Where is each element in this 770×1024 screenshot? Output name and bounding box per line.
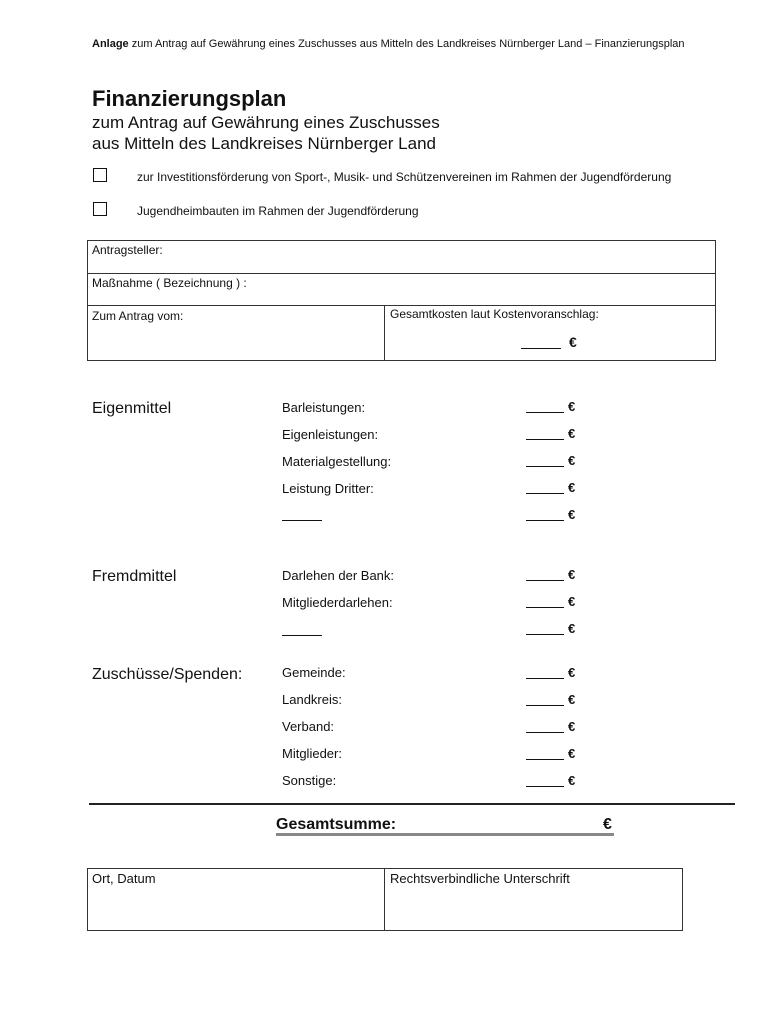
- amount-blank[interactable]: [526, 466, 564, 467]
- item-bank-loan: Darlehen der Bank:: [282, 568, 395, 583]
- total-label: Gesamtsumme:: [276, 816, 397, 833]
- place-date-field[interactable]: [87, 868, 385, 931]
- amount-blank[interactable]: [526, 493, 564, 494]
- item-third-party: Leistung Dritter:: [282, 481, 374, 496]
- euro-sign: €: [568, 507, 576, 522]
- item-materials: Materialgestellung:: [282, 454, 392, 469]
- foreign-extra-blank[interactable]: [282, 635, 322, 636]
- amount-blank[interactable]: [526, 759, 564, 760]
- subtitle-line-1: zum Antrag auf Gewährung eines Zuschusses: [92, 113, 440, 132]
- euro-sign: €: [568, 692, 576, 707]
- measure-label: Maßnahme ( Bezeichnung ) :: [92, 276, 247, 290]
- total-cost-label: Gesamtkosten laut Kostenvoranschlag:: [390, 307, 599, 321]
- divider-line: [89, 803, 735, 805]
- application-date-field[interactable]: [87, 305, 385, 361]
- item-own-work: Eigenleistungen:: [282, 427, 379, 442]
- header-text: zum Antrag auf Gewährung eines Zuschusses aus Mitteln des Landkreises Nürnberger Land – Finanzierungsplan: [128, 38, 685, 50]
- signature-label: Rechtsverbindliche Unterschrift: [390, 871, 570, 886]
- amount-blank[interactable]: [526, 634, 564, 635]
- euro-sign: €: [568, 480, 576, 495]
- total-cost-euro: €: [569, 334, 577, 350]
- euro-sign: €: [568, 453, 576, 468]
- section-own-funds: Eigenmittel: [92, 400, 172, 417]
- amount-blank[interactable]: [526, 520, 564, 521]
- euro-sign: €: [568, 773, 576, 788]
- place-date-label: Ort, Datum: [92, 871, 156, 886]
- page-title: Finanzierungsplan: [92, 86, 287, 111]
- amount-blank[interactable]: [526, 439, 564, 440]
- item-association: Verband:: [282, 719, 335, 734]
- amount-blank[interactable]: [526, 705, 564, 706]
- euro-sign: €: [568, 665, 576, 680]
- checkbox-investment[interactable]: [93, 168, 107, 182]
- amount-blank[interactable]: [526, 732, 564, 733]
- own-extra-blank[interactable]: [282, 520, 322, 521]
- signature-field[interactable]: [384, 868, 683, 931]
- section-grants: Zuschüsse/Spenden:: [92, 666, 243, 683]
- amount-blank[interactable]: [526, 786, 564, 787]
- item-members: Mitglieder:: [282, 746, 342, 761]
- item-municipality: Gemeinde:: [282, 665, 346, 680]
- page-header: [92, 38, 685, 50]
- euro-sign: €: [568, 567, 576, 582]
- subtitle-line-2: aus Mitteln des Landkreises Nürnberger Land: [92, 134, 436, 153]
- total-euro: €: [603, 816, 612, 833]
- item-cash: Barleistungen:: [282, 400, 366, 415]
- euro-sign: €: [568, 746, 576, 761]
- checkbox-youth-building[interactable]: [93, 202, 107, 216]
- amount-blank[interactable]: [526, 580, 564, 581]
- euro-sign: €: [568, 426, 576, 441]
- header-bold: Anlage: [92, 38, 129, 50]
- total-cost-field[interactable]: [384, 305, 716, 361]
- item-member-loan: Mitgliederdarlehen:: [282, 595, 393, 610]
- amount-blank[interactable]: [526, 607, 564, 608]
- applicant-field[interactable]: [87, 240, 716, 274]
- checkbox-youth-building-label: Jugendheimbauten im Rahmen der Jugendförderung: [137, 204, 419, 218]
- page-subtitle: [92, 112, 440, 154]
- amount-blank[interactable]: [526, 678, 564, 679]
- application-date-label: Zum Antrag vom:: [92, 309, 184, 323]
- euro-sign: €: [568, 719, 576, 734]
- section-external-funds: Fremdmittel: [92, 568, 177, 585]
- item-other: Sonstige:: [282, 773, 337, 788]
- total-cost-blank: [521, 348, 561, 349]
- applicant-label: Antragsteller:: [92, 243, 163, 257]
- euro-sign: €: [568, 621, 576, 636]
- checkbox-investment-label: zur Investitionsförderung von Sport-, Musik- und Schützenvereinen im Rahmen der Jugendförderung: [137, 170, 672, 184]
- item-district: Landkreis:: [282, 692, 342, 707]
- euro-sign: €: [568, 594, 576, 609]
- amount-blank[interactable]: [526, 412, 564, 413]
- euro-sign: €: [568, 399, 576, 414]
- measure-field[interactable]: [87, 273, 716, 306]
